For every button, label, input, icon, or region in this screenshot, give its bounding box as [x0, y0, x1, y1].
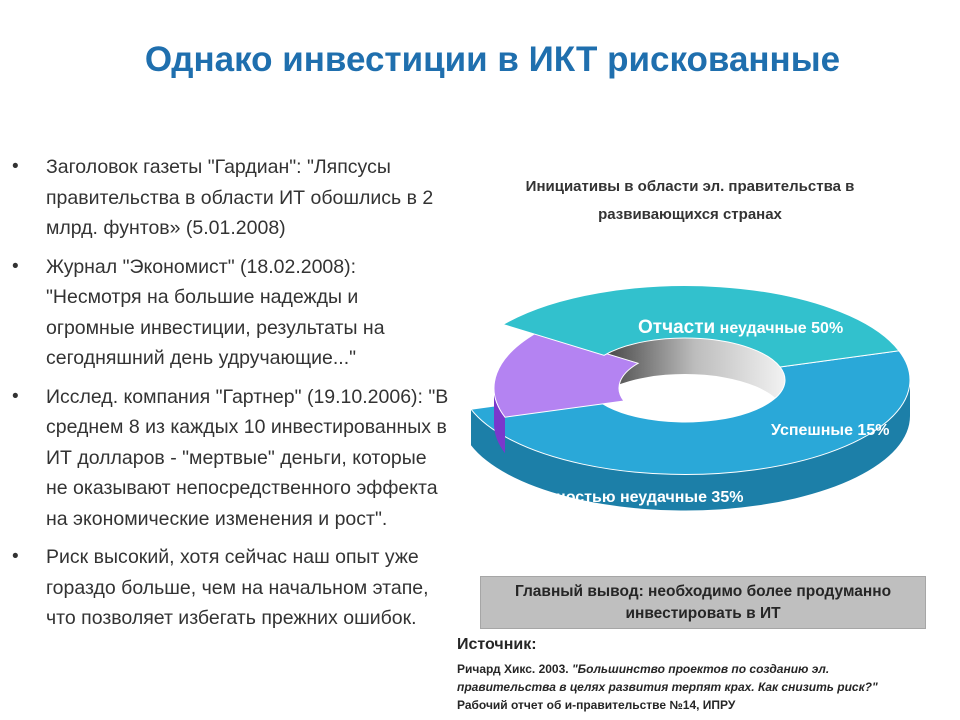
bullet-dot: •: [12, 385, 19, 407]
bullet-item: [12, 152, 452, 244]
bullet-list: [12, 152, 452, 642]
bullet-item: [12, 382, 452, 535]
source-author: Ричард Хикс. 2003.: [457, 662, 572, 676]
bullet-text: Исслед. компания "Гартнер" (19.10.2006): "В среднем 8 из каждых 10 инвестированных в ИТ долларов - "мертвые" деньги, которые не оказывают непосредственного эффекта на экономические изменения и рост".: [46, 385, 449, 530]
bullet-dot: •: [12, 546, 19, 567]
bullet-dot: •: [12, 156, 19, 177]
source-work: "Большинство проектов по созданию эл. правительства в целях развития терпят крах. Как снизить риск?": [457, 662, 878, 694]
bullet-item: [12, 252, 452, 374]
source-citation: [457, 660, 927, 714]
slice-label: Отчасти неудачные 50%: [638, 317, 844, 338]
bullet-item: [12, 542, 452, 634]
slide-title: Однако инвестиции в ИКТ рискованные: [144, 40, 841, 79]
chart-title: Инициативы в области эл. правительства в развивающихся странах: [525, 178, 855, 223]
source-label: Источник:: [457, 636, 537, 653]
bullet-text: Журнал "Экономист" (18.02.2008): "Несмотря на большие надежды и огромные инвестиции, результаты на сегодняшний день удручающие...": [46, 255, 385, 369]
bullet-dot: •: [12, 255, 19, 277]
source-tail: Рабочий отчет об и-правительстве №14, ИПРУ: [457, 698, 736, 712]
bullet-text: Заголовок газеты "Гардиан": "Ляпсусы правительства в области ИТ обошлись в 2 млрд. фунтов» (5.01.2008): [46, 156, 434, 239]
donut-chart: [455, 255, 955, 575]
slice-label: Полностью неудачные 35%: [525, 489, 744, 506]
conclusion-box: Главный вывод: необходимо более продуманно инвестировать в ИТ: [480, 576, 926, 629]
slice-label: Успешные 15%: [771, 422, 890, 439]
bullet-text: Риск высокий, хотя сейчас наш опыт уже гораздо больше, чем на начальном этапе, что позволяет избегать прежних ошибок.: [46, 546, 429, 629]
